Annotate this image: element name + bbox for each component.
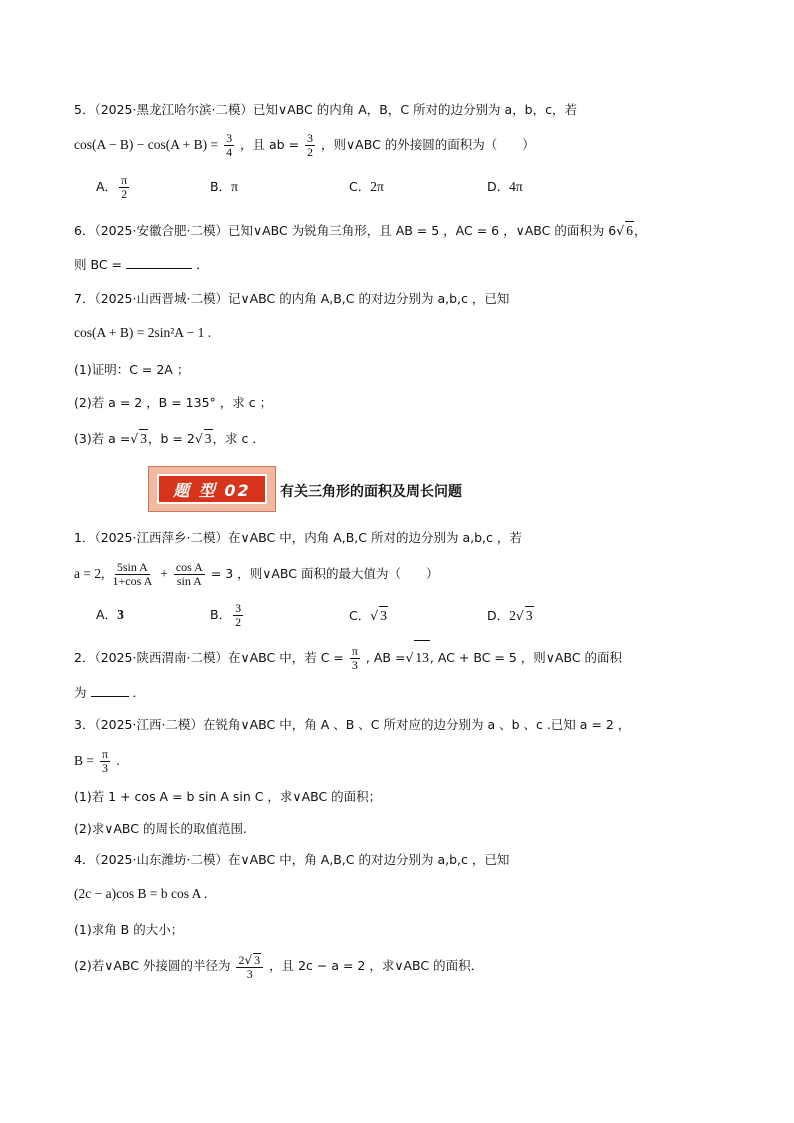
s4-part2: (2)若∨ABC 外接圆的半径为 $\frac{2√ 3}{3}$ ，且 2c − a = 2 ，求∨ABC 的面积． — [74, 952, 484, 981]
q5-option-c[interactable]: C．2π — [349, 179, 384, 194]
q5-option-d[interactable]: D．4π — [487, 179, 523, 194]
q5-option-a[interactable]: A． $\frac{\pi}{2}$ — [96, 173, 128, 201]
radical-sign: √ — [616, 223, 625, 238]
s1-stem: 1．（2025·江西萍乡·二模）在∨ABC 中，内角 A,B,C 所对的边分别为 a,b,c ，若 — [74, 530, 522, 545]
section-banner — [148, 466, 276, 512]
section-banner-label: 题 型 02 — [173, 480, 251, 500]
q5-stem: 5．（2025·黑龙江哈尔滨·二模）已知∨ABC 的内角 A，B，C 所对的边分别为 a，b，c，若 — [74, 102, 577, 117]
s2-answer-blank[interactable] — [91, 684, 129, 697]
radical-sign: √ — [194, 431, 203, 446]
radical-sign: √ — [515, 608, 524, 623]
s3-part2: (2)求∨ABC 的周长的取值范围. — [74, 821, 247, 836]
q7-part3: (3)若 a =√ 3，b = 2√ 3，求 c ． — [74, 431, 265, 446]
s2-line2: 为 ． — [74, 685, 145, 700]
q7-stem: 7．（2025·山西晋城·二模）记∨ABC 的内角 A,B,C 的对边分别为 a,b,c ，已知 — [74, 291, 510, 306]
q6-answer-blank[interactable] — [126, 256, 192, 269]
s1-option-c[interactable]: C．√ 3 — [349, 608, 387, 623]
radical-sign: √ — [370, 608, 379, 623]
q5-frac-3-2: $\frac{3}{2}$ — [307, 131, 314, 159]
s3-stem: 3．（2025·江西·二模）在锐角∨ABC 中，角 A 、B 、C 所对应的边分别为 a 、b 、c .已知 a = 2 ， — [74, 717, 631, 732]
q6-stem: 6．（2025·安徽合肥·二模）已知∨ABC 为锐角三角形，且 AB = 5 ，AC = 6 ，∨ABC 的面积为 6√ 6， — [74, 223, 647, 238]
s1-option-a[interactable]: A．3 — [96, 607, 124, 622]
s4-part1: (1)求角 B 的大小； — [74, 922, 184, 937]
s3-part1: (1)若 1 + cos A = b sin A sin C ，求∨ABC 的面积； — [74, 789, 382, 804]
s4-equation: (2c − a)cos B = b cos A . — [74, 886, 208, 901]
s4-stem: 4．（2025·山东潍坊·二模）在∨ABC 中，角 A,B,C 的对边分别为 a,b,c ，已知 — [74, 852, 510, 867]
q6-line2: 则 BC = ． — [74, 257, 209, 272]
s1-option-b[interactable]: B． $\frac{3}{2}$ — [210, 601, 242, 629]
s1-equation: a = 2, $\frac{\text{5sin A}}{\text{1+cos A}}$ + $\frac{\text{cos A}}{\text{sin A}}$ = 3 ，则∨ABC 面积的最大值为（ ） — [74, 560, 439, 588]
q7-part2: (2)若 a = 2 ，B = 135° ，求 c ； — [74, 395, 273, 410]
q5-frac-3-4: $\frac{3}{4}$ — [226, 131, 233, 159]
radical-sign: √ — [244, 952, 253, 967]
q7-equation: cos(A + B) = 2sin²A − 1 . — [74, 325, 212, 340]
radical-sign: √ — [405, 650, 414, 665]
radical-sign: √ — [130, 431, 139, 446]
s2-stem: 2．（2025·陕西渭南·二模）在∨ABC 中，若 C = $\frac{\pi}{3}$ , AB =√ 13, AC + BC = 5 ，则∨ABC 的面积 — [74, 640, 622, 675]
s3-line2: B = $\frac{\pi}{3}$ . — [74, 747, 121, 775]
q7-part1: (1)证明：C = 2A ； — [74, 362, 190, 377]
q5-option-b[interactable]: B．π — [210, 179, 238, 194]
section-title: 有关三角形的面积及周长问题 — [280, 484, 462, 500]
q5-equation: cos(A − B) − cos(A + B) = $\frac{3}{4}$ ，且 ab = $\frac{3}{2}$ ，则∨ABC 的外接圆的面积为（ ） — [74, 131, 535, 159]
s1-option-d[interactable]: D．2√ 3 — [487, 608, 533, 623]
